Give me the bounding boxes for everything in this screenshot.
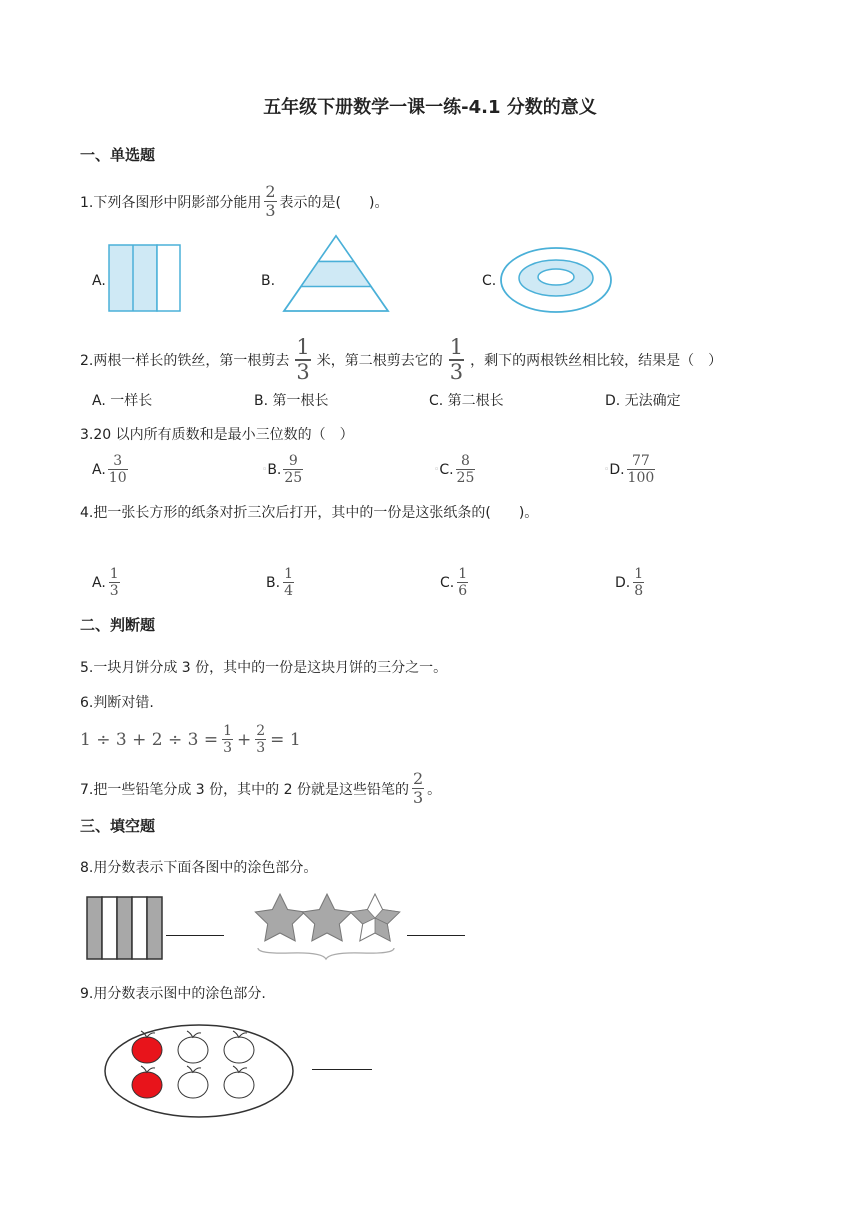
q3-option-a-fraction	[108, 454, 128, 485]
q1-fraction-numerator: 2	[265, 182, 276, 201]
q1-figure-triangle	[281, 234, 391, 314]
q4-option-c	[440, 567, 468, 598]
q4-option-a-fraction	[109, 567, 120, 598]
q6-fraction-2-denominator: 3	[256, 740, 266, 756]
q3-option-b-fraction	[283, 454, 303, 485]
q1-option-b-label: B.	[261, 273, 276, 289]
question-7	[80, 771, 441, 806]
q7-text-post: 。	[427, 781, 442, 798]
q3-option-b-numerator: 9	[288, 453, 298, 469]
question-2	[80, 337, 722, 383]
q8-figure-striped-rectangle	[86, 896, 166, 960]
q3-option-d-fraction	[627, 454, 656, 485]
star-icon	[255, 894, 304, 941]
q4-option-d-fraction	[633, 567, 644, 598]
question-4: 4.把一张长方形的纸条对折三次后打开，其中的一份是这张纸条的( )。	[80, 505, 539, 521]
question-5: 5.一块月饼分成 3 份，其中的一份是这块月饼的三分之一。	[80, 660, 448, 676]
q6-expression-right: = 1	[270, 729, 301, 750]
q3-option-a-label: A.	[92, 461, 106, 478]
q3-option-c	[434, 454, 475, 485]
q4-option-b-fraction	[283, 567, 294, 598]
question-3: 3.20 以内所有质数和是最小三位数的（ ）	[80, 427, 354, 443]
q6-expression-left: 1 ÷ 3 + 2 ÷ 3 =	[80, 729, 219, 750]
q3-option-b-denominator: 25	[284, 470, 303, 486]
q3-option-d-label: D.	[609, 461, 625, 478]
q1-option-c-label: C.	[482, 273, 497, 289]
q2-fraction-1	[295, 337, 310, 383]
q1-figure-rectangle	[108, 244, 182, 312]
q3-option-c-numerator: 8	[461, 453, 470, 469]
q4-option-a-numerator: 1	[109, 566, 119, 582]
q1-fraction-denominator: 3	[265, 201, 276, 220]
q6-fraction-1-denominator: 3	[223, 740, 232, 756]
q3-option-a-denominator: 10	[108, 470, 127, 486]
q4-option-a	[92, 567, 120, 598]
q6-expression	[80, 724, 301, 755]
q4-option-c-denominator: 6	[458, 583, 468, 599]
q3-option-d-denominator: 100	[627, 470, 655, 486]
q9-answer-blank[interactable]	[312, 1069, 372, 1070]
q4-option-d-numerator: 1	[634, 566, 644, 582]
q2-text-3: ，剩下的两根铁丝相比较，结果是（ ）	[470, 353, 723, 369]
q3-option-c-denominator: 25	[456, 470, 475, 486]
q8-figure-stars	[250, 892, 406, 962]
q4-option-c-label: C.	[440, 574, 455, 591]
q1-text-pre: 1.下列各图形中阴影部分能用	[80, 194, 262, 211]
q8-answer-blank-2[interactable]	[407, 935, 465, 936]
question-9: 9.用分数表示图中的涂色部分.	[80, 986, 266, 1002]
q3-option-c-fraction	[456, 454, 476, 485]
q1-figure-concentric-ovals	[499, 246, 613, 314]
question-6: 6.判断对错.	[80, 695, 154, 711]
q9-figure-apples-oval	[103, 1022, 295, 1120]
q1-fraction	[264, 184, 276, 219]
q6-fraction-2	[255, 724, 266, 755]
q2-option-a: A. 一样长	[92, 393, 153, 409]
q3-option-b	[262, 454, 303, 485]
q6-fraction-1-numerator: 1	[223, 723, 232, 739]
q4-option-d	[615, 567, 644, 598]
q1-option-a-label: A.	[92, 273, 106, 289]
question-8: 8.用分数表示下面各图中的涂色部分。	[80, 860, 318, 876]
q4-option-b	[266, 567, 294, 598]
q7-text-pre: 7.把一些铅笔分成 3 份，其中的 2 份就是这些铅笔的	[80, 781, 409, 798]
q2-fraction-2-denominator: 3	[449, 360, 464, 384]
q4-option-b-denominator: 4	[284, 583, 293, 599]
q7-fraction	[412, 771, 424, 806]
q3-option-d-numerator: 77	[632, 453, 650, 469]
q4-option-d-denominator: 8	[634, 583, 644, 599]
q4-option-b-label: B.	[266, 574, 281, 591]
q2-fraction-2	[449, 337, 464, 383]
q4-option-a-denominator: 3	[109, 583, 119, 599]
q2-text-1: 2.两根一样长的铁丝，第一根剪去	[80, 353, 290, 369]
q4-option-c-numerator: 1	[458, 566, 468, 582]
q2-fraction-1-numerator: 1	[296, 335, 310, 359]
section-heading-true-false: 二、判断题	[80, 616, 156, 634]
star-icon	[302, 894, 351, 941]
q7-fraction-denominator: 3	[412, 788, 424, 807]
q6-fraction-2-numerator: 2	[256, 723, 266, 739]
q8-answer-blank-1[interactable]	[166, 935, 224, 936]
q3-option-a	[92, 454, 128, 485]
q4-option-a-label: A.	[92, 574, 106, 591]
q3-option-b-dot: ◦	[262, 464, 268, 475]
q3-option-c-dot: ◦	[434, 464, 440, 475]
q6-fraction-1	[222, 724, 233, 755]
q3-option-d	[604, 454, 655, 485]
page-title: 五年级下册数学一课一练-4.1 分数的意义	[263, 97, 597, 118]
q1-text-post: 表示的是( )。	[279, 194, 389, 211]
q2-option-d: D. 无法确定	[605, 393, 681, 409]
q2-option-c: C. 第二根长	[429, 393, 504, 409]
q6-plus-sign: +	[237, 729, 252, 750]
q4-option-d-label: D.	[615, 574, 631, 591]
q2-fraction-2-numerator: 1	[449, 335, 464, 359]
q7-fraction-numerator: 2	[412, 769, 424, 788]
q3-option-c-label: C.	[439, 461, 454, 478]
q2-fraction-1-denominator: 3	[296, 360, 310, 384]
q4-option-b-numerator: 1	[284, 566, 293, 582]
q4-option-c-fraction	[457, 567, 468, 598]
section-heading-fill-blank: 三、填空题	[80, 817, 156, 835]
q3-option-a-numerator: 3	[113, 453, 123, 469]
q3-option-d-dot: ◦	[604, 464, 610, 475]
question-1	[80, 184, 388, 219]
q3-option-b-label: B.	[267, 461, 282, 478]
q2-text-2: 米，第二根剪去它的	[316, 353, 443, 369]
q2-option-b: B. 第一根长	[254, 393, 329, 409]
section-heading-single-choice: 一、单选题	[80, 146, 156, 164]
